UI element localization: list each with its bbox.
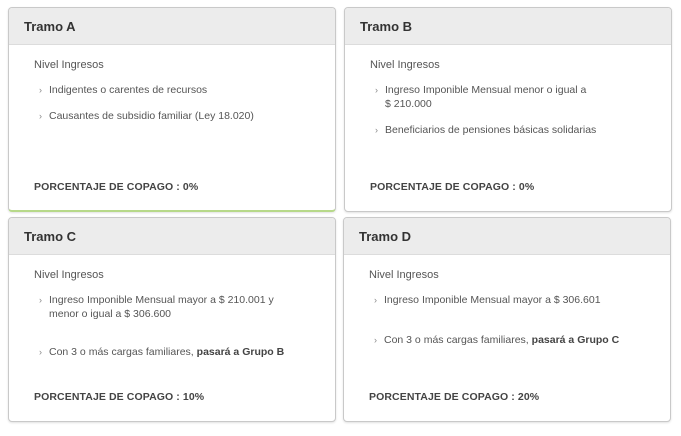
list-item-line: menor o igual a $ 306.600 bbox=[49, 308, 172, 320]
list-item bbox=[39, 109, 319, 123]
list-item-text: Indigentes o carentes de recursos bbox=[49, 84, 208, 96]
list-item bbox=[374, 293, 654, 307]
list-item bbox=[374, 333, 654, 347]
copago-percentage: PORCENTAJE DE COPAGO : 10% bbox=[34, 391, 205, 403]
tramo-a-title: Tramo A bbox=[9, 8, 335, 45]
tramo-a-card bbox=[8, 7, 336, 212]
copago-percentage: PORCENTAJE DE COPAGO : 20% bbox=[369, 391, 540, 403]
copago-percentage: PORCENTAJE DE COPAGO : 0% bbox=[34, 181, 199, 193]
chevron-right-icon: › bbox=[375, 85, 378, 95]
list-item-text bbox=[385, 83, 655, 111]
chevron-right-icon: › bbox=[39, 111, 42, 121]
chevron-right-icon: › bbox=[39, 85, 42, 95]
tramo-d-title: Tramo D bbox=[344, 218, 670, 255]
chevron-right-icon: › bbox=[374, 335, 377, 345]
list-item bbox=[375, 83, 655, 111]
list-item-bold: pasará a Grupo B bbox=[196, 346, 285, 358]
copago-percentage: PORCENTAJE DE COPAGO : 0% bbox=[370, 181, 535, 193]
list-item-text bbox=[49, 345, 319, 359]
chevron-right-icon: › bbox=[375, 125, 378, 135]
list-item-text: Ingreso Imponible Mensual mayor a $ 306.601 bbox=[384, 294, 601, 306]
tramo-b-card bbox=[344, 7, 672, 212]
tramo-d-card bbox=[343, 217, 671, 422]
nivel-ingresos-label: Nivel Ingresos bbox=[34, 59, 104, 71]
tramo-c-body bbox=[9, 255, 335, 421]
list-item-text: Causantes de subsidio familiar (Ley 18.020) bbox=[49, 110, 254, 122]
tramo-b-body bbox=[345, 45, 671, 211]
list-item bbox=[39, 293, 319, 321]
tramo-b-title: Tramo B bbox=[345, 8, 671, 45]
list-item-line: Ingreso Imponible Mensual menor o igual a bbox=[385, 84, 587, 96]
list-item-bold: pasará a Grupo C bbox=[531, 334, 620, 346]
tramo-c-card bbox=[8, 217, 336, 422]
list-item-text: Beneficiarios de pensiones básicas solidarias bbox=[385, 124, 597, 136]
chevron-right-icon: › bbox=[374, 295, 377, 305]
list-item-text bbox=[49, 293, 319, 321]
list-item bbox=[39, 345, 319, 359]
nivel-ingresos-label: Nivel Ingresos bbox=[34, 269, 104, 281]
list-item-line: $ 210.000 bbox=[385, 98, 432, 110]
list-item-line: Ingreso Imponible Mensual mayor a $ 210.001 y bbox=[49, 294, 274, 306]
nivel-ingresos-label: Nivel Ingresos bbox=[369, 269, 439, 281]
chevron-right-icon: › bbox=[39, 347, 42, 357]
tramo-c-title: Tramo C bbox=[9, 218, 335, 255]
tramo-d-body bbox=[344, 255, 670, 421]
list-item bbox=[39, 83, 319, 97]
list-item-text bbox=[384, 333, 654, 347]
list-item-plain: Con 3 o más cargas familiares, bbox=[49, 346, 197, 358]
list-item-plain: Con 3 o más cargas familiares, bbox=[384, 334, 532, 346]
list-item bbox=[375, 123, 655, 137]
tramo-a-body bbox=[9, 45, 335, 211]
nivel-ingresos-label: Nivel Ingresos bbox=[370, 59, 440, 71]
chevron-right-icon: › bbox=[39, 295, 42, 305]
